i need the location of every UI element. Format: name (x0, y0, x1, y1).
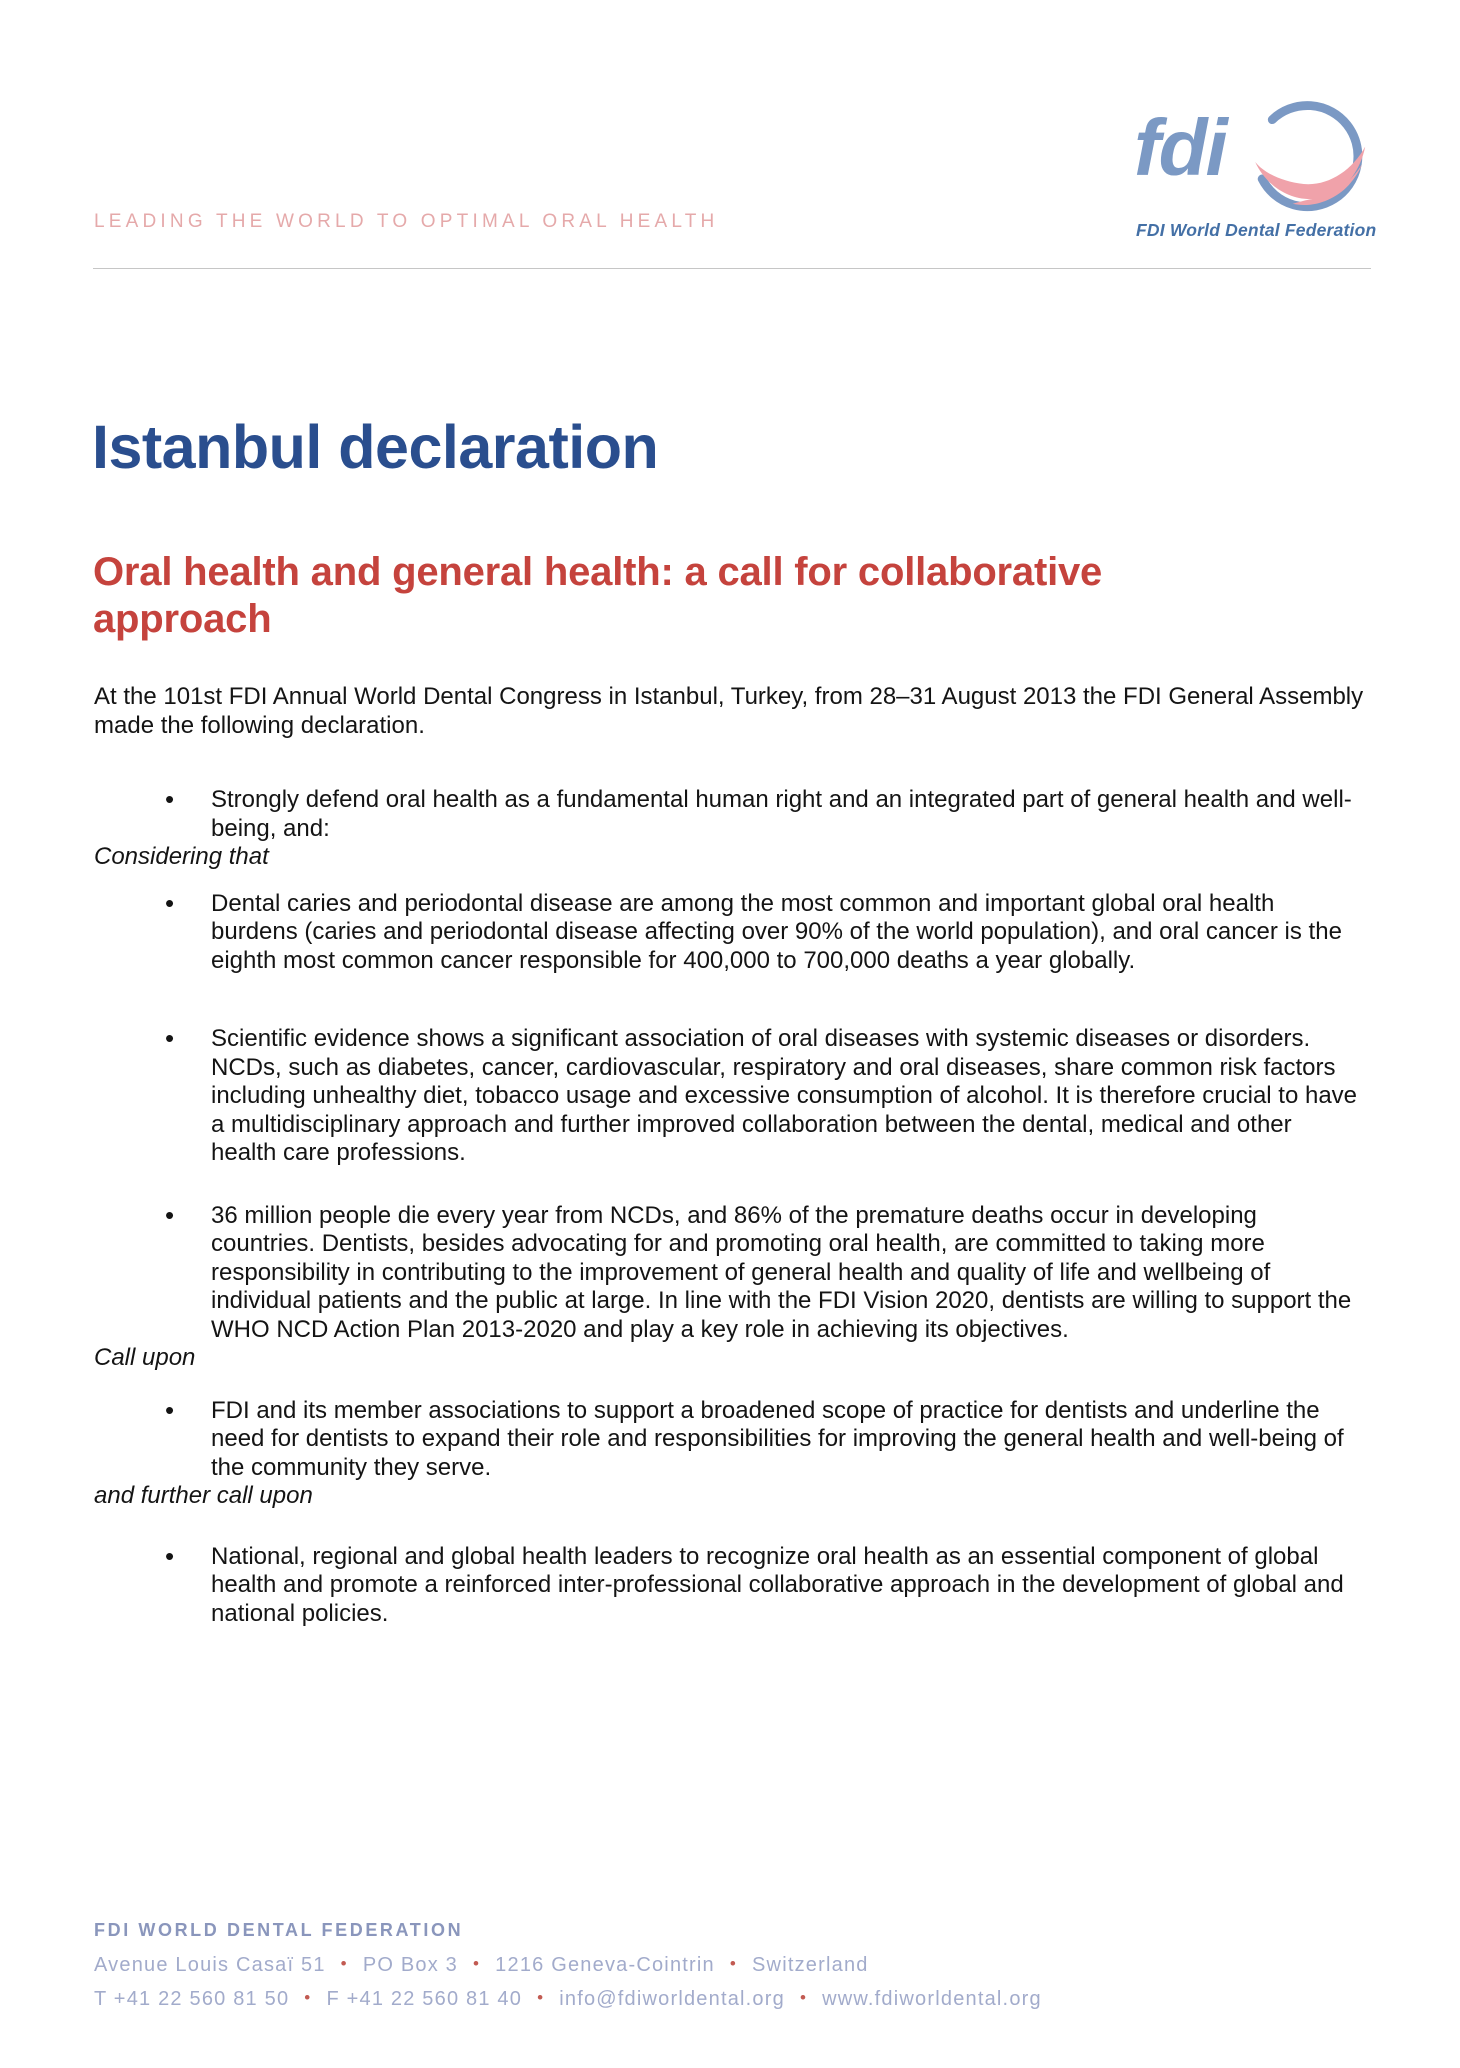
bullet-text: 36 million people die every year from NCDs, and 86% of the premature deaths occur in developing countries. Dentists, besides advocating for and promoting oral health, are committed to taking more responsibility in contributing to the improvement of general health and quality of life and wellbeing of individual patients and the public at large. In line with the FDI Vision 2020, dentists are willing to support the WHO NCD Action Plan 2013-2020 and play a key role in achieving its objectives. (211, 1201, 1352, 1343)
fdi-logo (1130, 103, 1390, 247)
separator-dot-icon: • (304, 1988, 312, 2007)
footer-title: FDI WORLD DENTAL FEDERATION (94, 1920, 464, 1940)
bullet-text: FDI and its member associations to support a broadened scope of practice for dentists and underline the need for dentists to expand their role and responsibilities for improving the general health and well-being of the community they serve. (211, 1396, 1344, 1481)
bullet-text: Dental caries and periodontal disease are among the most common and important global oral health burdens (caries and periodontal disease affecting over 90% of the world population), and oral cancer is the eighth most common cancer responsible for 400,000 to 700,000 deaths a year globally. (211, 889, 1342, 974)
bullet-text: National, regional and global health leaders to recognize oral health as an essential component of global health and promote a reinforced inter-professional collaborative approach in the development of global and national policies. (211, 1542, 1344, 1627)
footer-address-item: Switzerland (752, 1954, 869, 1976)
footer-website: www.fdiworldental.org (822, 1988, 1042, 2010)
section-heading: Considering that (94, 843, 269, 870)
separator-dot-icon: • (473, 1954, 481, 1973)
bullet-dot-icon: • (165, 1199, 175, 1230)
footer-contact-line (94, 1988, 1394, 2011)
bullet-item (94, 1199, 1373, 1345)
bullet-text: Strongly defend oral health as a fundamental human right and an integrated part of general health and well-being, and: (211, 786, 1352, 842)
page-title: Istanbul declaration (92, 413, 659, 481)
bullet-item (94, 1025, 1373, 1168)
footer-address-item: Avenue Louis Casaï 51 (94, 1954, 326, 1976)
fdi-logo-caption: FDI World Dental Federation (1136, 220, 1377, 240)
bullet-dot-icon: • (165, 887, 175, 918)
footer-address-item: 1216 Geneva-Cointrin (495, 1954, 715, 1976)
header-divider (93, 268, 1371, 269)
footer-phone: T +41 22 560 81 50 (94, 1988, 290, 2010)
bullet-item (94, 786, 1373, 843)
header-tagline: LEADING THE WORLD TO OPTIMAL ORAL HEALTH (94, 211, 719, 232)
footer-email: info@fdiworldental.org (559, 1988, 785, 2010)
fdi-wordmark: fdi (1134, 103, 1226, 192)
document-body (94, 683, 1373, 1628)
bullet-dot-icon: • (165, 784, 175, 814)
section-heading: and further call upon (94, 1482, 313, 1509)
bullet-item (94, 1540, 1373, 1629)
bullet-dot-icon: • (165, 1540, 175, 1571)
footer-address-item: PO Box 3 (362, 1954, 459, 1976)
separator-dot-icon: • (799, 1988, 808, 2007)
bullet-text: Scientific evidence shows a significant association of oral diseases with systemic diseases or disorders. NCDs, such as diabetes, cancer, cardiovascular, respiratory and oral diseases, share common risk factors including unhealthy diet, tobacco usage and excessive consumption of alcohol. It is therefore crucial to have a multidisciplinary approach and further improved collaboration between the dental, medical and other health care professions. (211, 1025, 1358, 1166)
separator-dot-icon: • (729, 1954, 738, 1973)
page-subtitle: Oral health and general health: a call for collaborative approach (93, 550, 1103, 641)
separator-dot-icon: • (340, 1954, 348, 1973)
bullet-dot-icon: • (165, 1394, 175, 1425)
section-heading: Call upon (94, 1344, 196, 1371)
bullet-dot-icon: • (165, 1023, 175, 1053)
separator-dot-icon: • (537, 1988, 545, 2007)
page-footer (94, 1920, 1394, 2022)
footer-fax: F +41 22 560 81 40 (326, 1988, 523, 2010)
bullet-item (94, 887, 1373, 976)
bullet-item (94, 1394, 1373, 1483)
fdi-swoosh-icon (1242, 96, 1374, 233)
intro-paragraph: At the 101st FDI Annual World Dental Congress in Istanbul, Turkey, from 28–31 August 2013 the FDI General Assembly made the following declaration. (94, 683, 1364, 739)
footer-address-line (94, 1954, 1394, 1977)
